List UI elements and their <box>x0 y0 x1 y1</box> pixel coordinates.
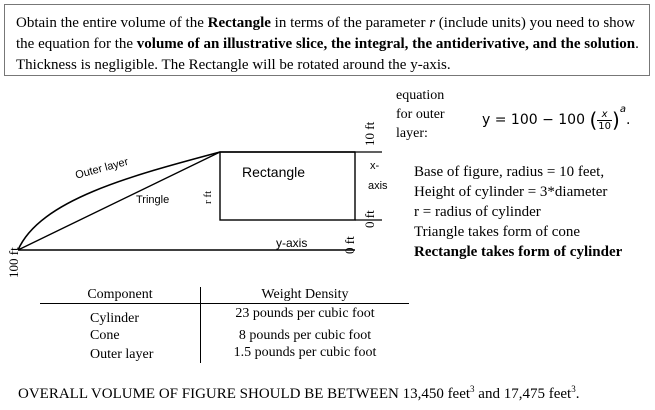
rectangle-label: Rectangle <box>242 164 306 180</box>
zero-ft-label-lower: 0 ft <box>342 236 357 254</box>
volume-constraint: OVERALL VOLUME OF FIGURE SHOULD BE BETWEEN 13,450 feet$^3$ and 17,475 feet$^3$. <box>18 384 580 402</box>
header-component: Component <box>40 287 201 304</box>
fact-r-definition: r = radius of cylinder <box>414 204 541 220</box>
table-cell-density: 1.5 pounds per cubic foot <box>233 345 377 360</box>
table-cell-density: 8 pounds per cubic foot <box>238 328 372 343</box>
fraction-denominator: 10 <box>598 120 611 132</box>
table-cell-density: 23 pounds per cubic foot <box>235 306 375 321</box>
outer-layer-equation: y = 100 − 100 ( $\frac{x}{10}$ )$^a$. <box>482 104 631 132</box>
emph-requirements: volume of an illustrative slice, the integral, the antiderivative, and the solution <box>136 36 636 52</box>
table-cell-component: Outer layer <box>40 344 201 363</box>
problem-statement: Obtain the entire volume of the Rectangle in terms of the parameter r (include units) you need to show the equation for the volume of an illustrative slice, the integral, the antiderivative, and the solution. Thickness is negligible. The Rectangle will be rotated around the y-axis. <box>16 15 639 73</box>
fraction-numerator: x <box>601 108 608 120</box>
header-weight-density: Weight Density <box>201 287 410 304</box>
table-cell-component: Cone <box>40 327 201 344</box>
fact-cylinder-height: Height of cylinder = 3*diameter <box>414 184 608 200</box>
fact-base-radius: Base of figure, radius = 10 feet, <box>414 164 605 180</box>
equation-label: equation for outer layer: <box>396 88 445 141</box>
zero-ft-label-upper: 0 ft <box>362 210 377 228</box>
ten-ft-label: 10 ft <box>362 121 377 146</box>
y-axis-label: y-axis <box>276 236 308 250</box>
x-axis-label-top: x- <box>370 160 380 172</box>
param-r: r <box>429 15 436 31</box>
rectangle-shape <box>220 152 355 220</box>
fact-triangle-cone: Triangle takes form of cone <box>414 224 581 240</box>
figure-facts <box>414 162 622 262</box>
hundred-ft-label: 100 ft <box>6 247 21 278</box>
r-ft-label: r ft <box>202 190 214 204</box>
emph-rectangle: Rectangle <box>207 15 271 31</box>
exponent: a <box>619 104 626 115</box>
outer-layer-label: Outer layer <box>74 155 130 182</box>
triangle-label: Tringle <box>136 194 170 206</box>
table-cell-component: Cylinder <box>40 304 201 328</box>
fact-rectangle-cylinder: Rectangle takes form of cylinder <box>414 244 623 260</box>
x-axis-label-bottom: axis <box>368 180 388 192</box>
density-table <box>40 287 409 363</box>
